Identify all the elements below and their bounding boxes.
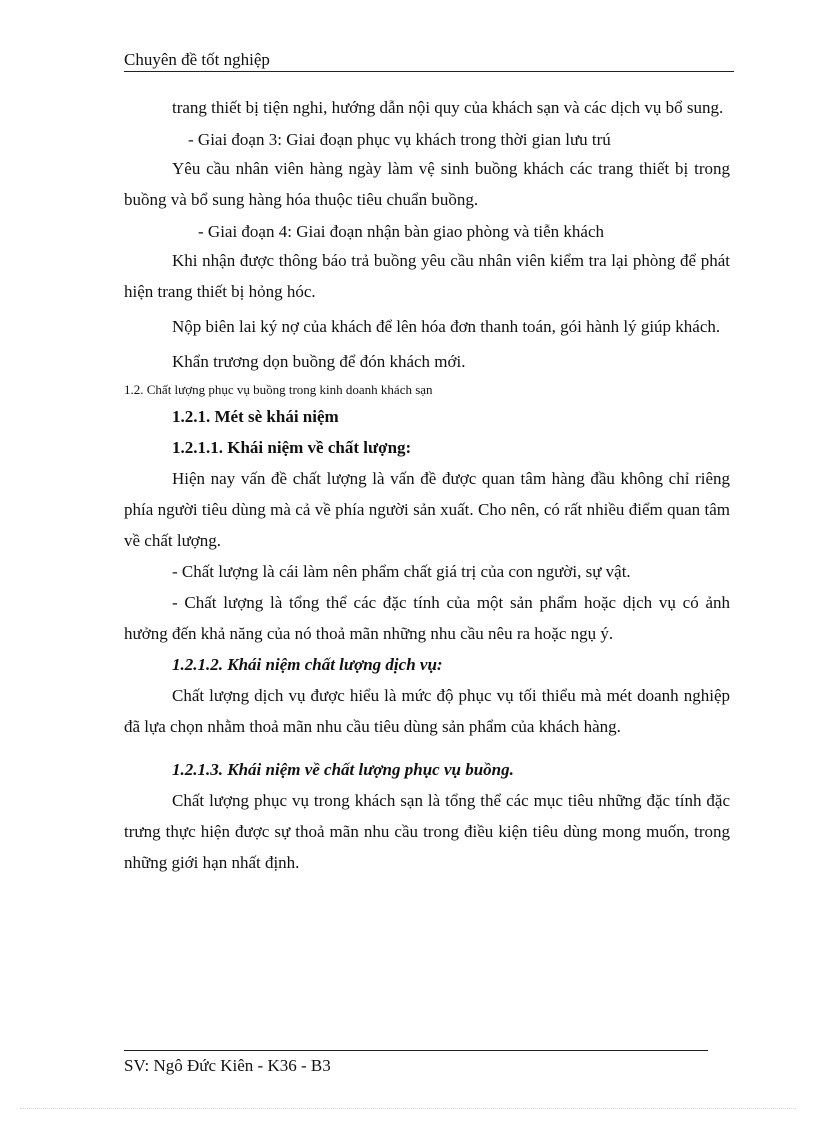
heading-1-2-1-1: 1.2.1.1. Khái niệm về chất lượng: (172, 438, 412, 457)
header-title: Chuyên đề tốt nghiệp (124, 50, 270, 69)
heading-1-2-1-2: 1.2.1.2. Khái niệm chất lượng dịch vụ: (172, 655, 443, 674)
stage-3-heading: - Giai đoạn 3: Giai đoạn phục vụ khách trong thời gian lưu trú (188, 130, 611, 149)
heading-1-2-1-3: 1.2.1.3. Khái niệm về chất lượng phục vụ buồng. (172, 760, 514, 779)
stage-3-text: Yêu cầu nhân viên hàng ngày làm vệ sinh buồng khách các trang thiết bị trong buồng và bổ sung hàng hóa thuộc tiêu chuẩn buồng. (124, 159, 730, 209)
page-header (124, 49, 734, 72)
paragraph-amenities: trang thiết bị tiện nghi, hướng dẫn nội quy của khách sạn và các dịch vụ bổ sung. (172, 98, 724, 117)
page-footer (124, 1055, 331, 1077)
stage-4-text: Khi nhận được thông báo trả buồng yêu cầu nhân viên kiểm tra lại phòng để phát hiện trang thiết bị hỏng hóc. (124, 251, 730, 301)
paragraph-room-service-quality: Chất lượng phục vụ trong khách sạn là tổng thể các mục tiêu những đặc tính đặc trưng thực hiện được sự thoả mãn nhu cầu trong điều kiện tiêu dùng mong muốn, trong những giới hạn nhất định. (124, 791, 730, 872)
bullet-quality-1: - Chất lượng là cái làm nên phẩm chất giá trị của con người, sự vật. (172, 562, 631, 581)
page-bottom-border (20, 1108, 796, 1109)
paragraph-service-quality: Chất lượng dịch vụ được hiểu là mức độ phục vụ tối thiểu mà mét doanh nghiệp đã lựa chọn nhằm thoả mãn nhu cầu tiêu dùng sản phẩm của khách hàng. (124, 686, 730, 736)
paragraph-invoice: Nộp biên lai ký nợ của khách để lên hóa đơn thanh toán, gói hành lý giúp khách. (172, 317, 721, 336)
bullet-quality-2: - Chất lượng là tổng thể các đặc tính của một sản phẩm hoặc dịch vụ có ảnh hưởng đến khả năng của nó thoả mãn những nhu cầu nêu ra hoặc ngụ ý. (124, 593, 730, 643)
section-1-2-heading: 1.2. Chất lượng phục vụ buồng trong kinh doanh khách sạn (124, 382, 433, 397)
stage-4-heading: - Giai đoạn 4: Giai đoạn nhận bàn giao phòng và tiễn khách (198, 222, 604, 241)
paragraph-quality: Hiện nay vấn đề chất lượng là vấn đề được quan tâm hàng đầu không chỉ riêng phía người tiêu dùng mà cả về phía người sản xuất. Cho nên, có rất nhiều điểm quan tâm về chất lượng. (124, 469, 730, 550)
paragraph-clean-room: Khẩn trương dọn buồng để đón khách mới. (172, 352, 466, 371)
document-body (124, 92, 730, 878)
heading-1-2-1: 1.2.1. Mét sè khái niệm (172, 407, 339, 426)
footer-divider (124, 1050, 708, 1051)
footer-author: SV: Ngô Đức Kiên - K36 - B3 (124, 1056, 331, 1075)
